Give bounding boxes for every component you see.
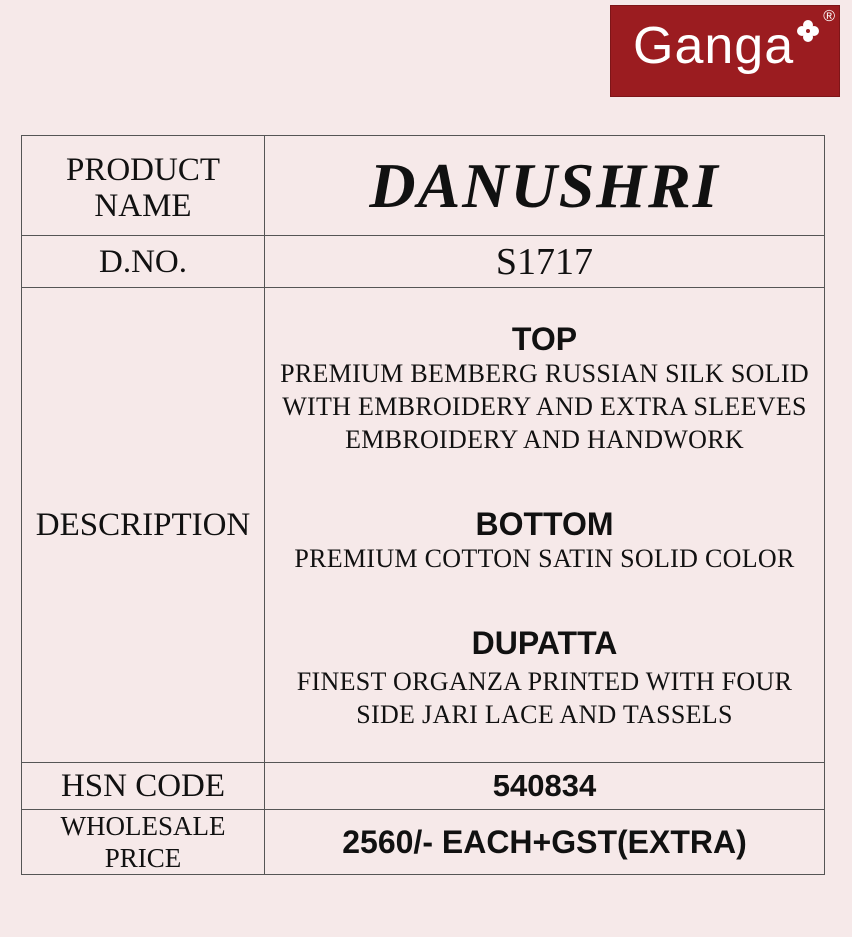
product-name-label: PRODUCT NAME xyxy=(22,136,265,236)
section-line: FINEST ORGANZA PRINTED WITH FOUR xyxy=(296,667,793,696)
hsn-value: 540834 xyxy=(265,763,825,810)
row-product-name xyxy=(22,136,825,236)
section-line: EMBROIDERY AND HANDWORK xyxy=(345,425,744,454)
row-price xyxy=(22,810,825,875)
description-content xyxy=(265,288,825,763)
registered-mark: ® xyxy=(823,8,835,25)
hsn-label: HSN CODE xyxy=(22,763,265,810)
dno-label: D.NO. xyxy=(22,236,265,288)
section-line: PREMIUM COTTON SATIN SOLID COLOR xyxy=(294,544,795,573)
price-value: 2560/- EACH+GST(EXTRA) xyxy=(265,810,825,875)
product-spec-table xyxy=(21,135,825,875)
section-heading: DUPATTA xyxy=(471,625,618,661)
description-label: DESCRIPTION xyxy=(22,288,265,763)
section-bottom xyxy=(265,506,824,575)
product-name: DANUSHRI xyxy=(265,136,825,236)
dno-value: S1717 xyxy=(265,236,825,288)
section-heading: TOP xyxy=(511,321,578,357)
price-label: WHOLESALE PRICE xyxy=(22,810,265,875)
section-line: WITH EMBROIDERY AND EXTRA SLEEVES xyxy=(282,392,807,421)
flower-icon xyxy=(797,20,819,42)
row-description xyxy=(22,288,825,763)
row-dno xyxy=(22,236,825,288)
section-line: PREMIUM BEMBERG RUSSIAN SILK SOLID xyxy=(280,359,809,388)
section-dupatta xyxy=(265,625,824,731)
brand-name: Ganga xyxy=(633,17,795,75)
section-heading: BOTTOM xyxy=(475,506,614,542)
row-hsn xyxy=(22,763,825,810)
section-line: SIDE JARI LACE AND TASSELS xyxy=(356,700,733,729)
section-top xyxy=(265,321,824,456)
brand-logo xyxy=(610,5,840,97)
